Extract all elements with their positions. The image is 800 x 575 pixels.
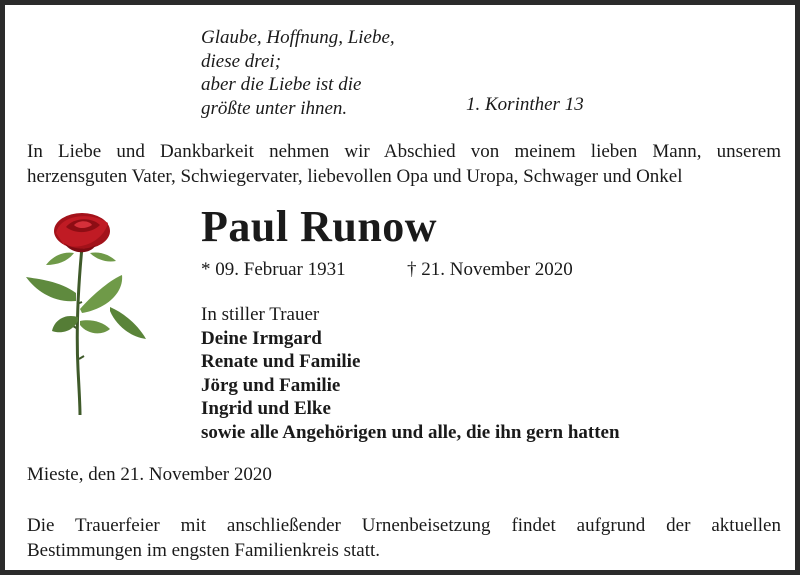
mourner-name: Deine Irmgard	[201, 327, 322, 349]
farewell-line: In Liebe und Dankbarkeit nehmen wir Abschied von meinem lieben Mann, unserem	[27, 141, 781, 162]
bible-verse	[201, 26, 395, 120]
verse-line: Glaube, Hoffnung, Liebe,	[201, 27, 395, 48]
mourner-name: Renate und Familie	[201, 351, 361, 372]
funeral-notice	[27, 513, 781, 563]
deceased-name: Paul Runow	[201, 202, 438, 251]
verse-line: aber die Liebe ist die	[201, 74, 362, 95]
notice-line: Die Trauerfeier mit anschließender Urnenbeisetzung findet aufgrund der aktuellen	[27, 515, 781, 536]
mourners-list	[201, 303, 620, 444]
verse-line: diese drei;	[201, 50, 282, 72]
mourner-name: sowie alle Angehörigen und alle, die ihn gern hatten	[201, 421, 620, 443]
verse-line: größte unter ihnen.	[201, 97, 348, 119]
mourners-heading: In stiller Trauer	[201, 304, 320, 325]
mourner-name: Ingrid und Elke	[201, 398, 331, 419]
notice-line: Bestimmungen im engsten Familienkreis statt.	[27, 540, 381, 561]
farewell-text	[27, 139, 781, 189]
place-date: Mieste, den 21. November 2020	[27, 464, 272, 485]
mourner-name: Jörg und Familie	[201, 374, 341, 396]
birth-date: * 09. Februar 1931	[201, 259, 346, 280]
verse-reference: 1. Korinther 13	[466, 94, 584, 115]
farewell-line: herzensguten Vater, Schwiegervater, liebevollen Opa und Uropa, Schwager und Onkel	[27, 166, 683, 187]
death-date: † 21. November 2020	[407, 259, 573, 280]
red-rose-icon	[20, 209, 160, 419]
